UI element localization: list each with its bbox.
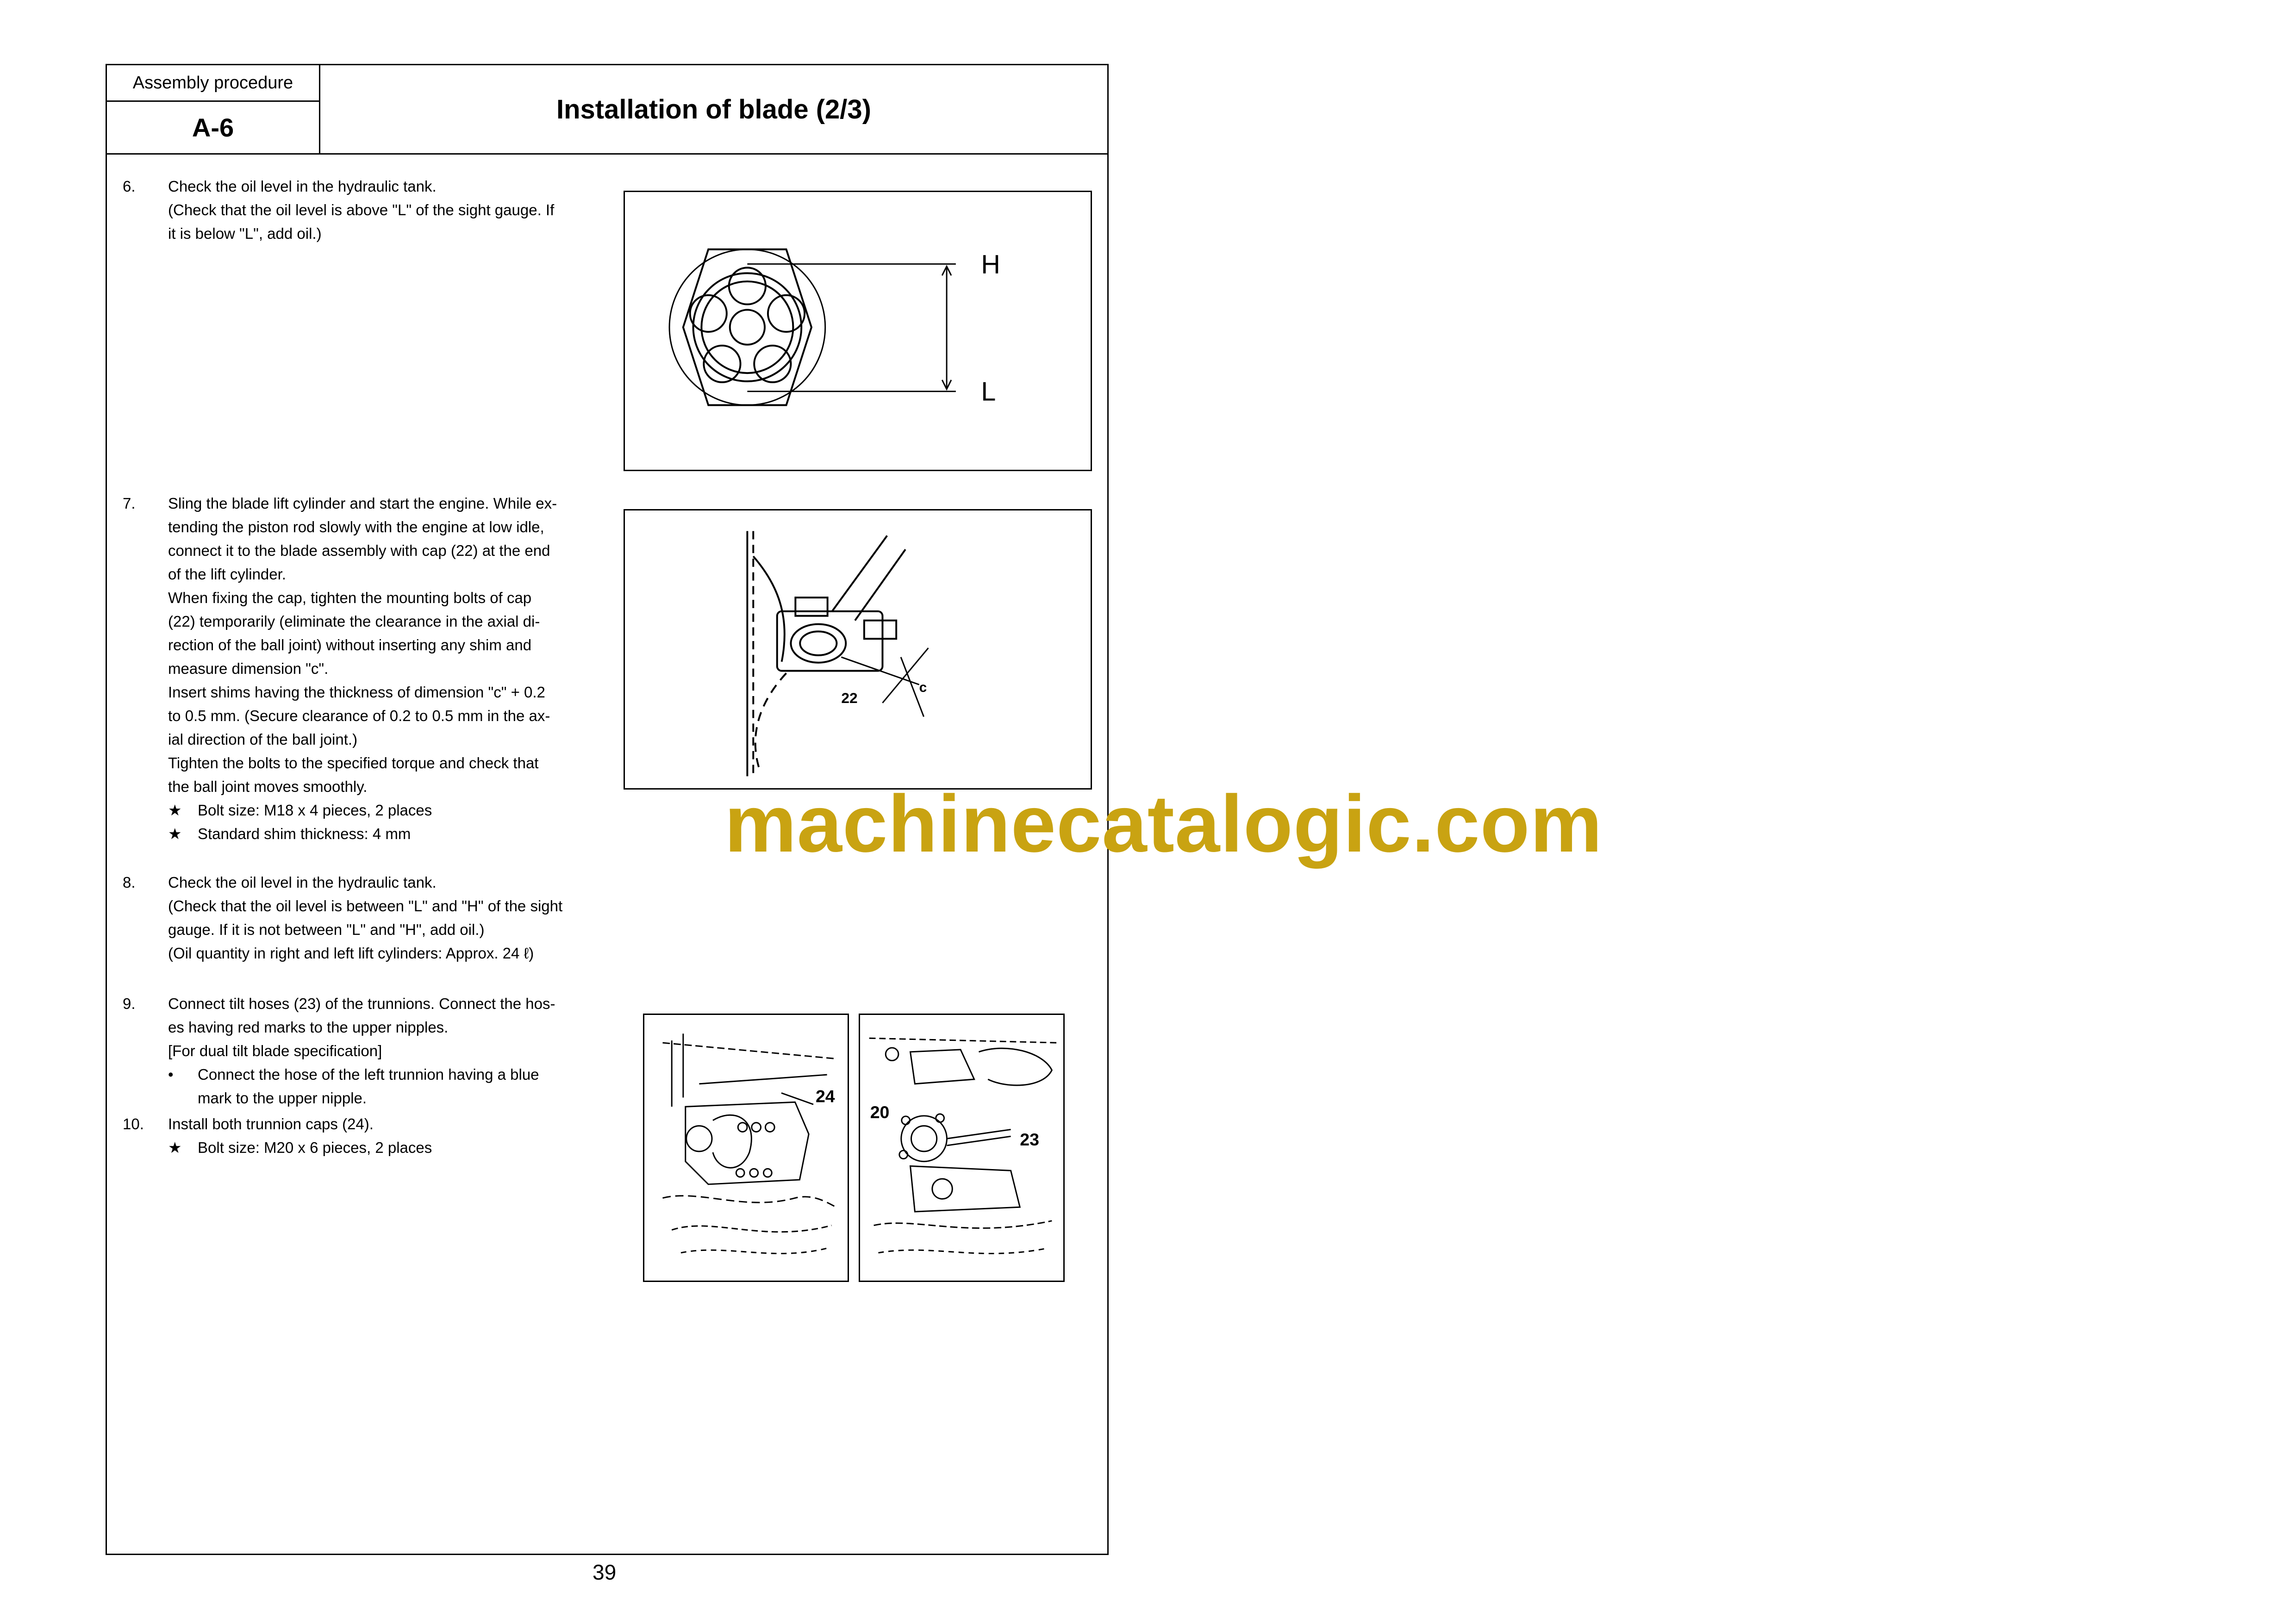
bullet-text: mark to the upper nipple. (198, 1089, 367, 1107)
step-number: 9. (123, 995, 136, 1012)
star-icon: ★ (168, 825, 182, 842)
spec-item (123, 1136, 595, 1159)
section-code: A-6 (192, 112, 234, 142)
trunnion-right-figure (859, 1014, 1065, 1282)
bullet-text: Connect the hose of the left trunnion having a blue (198, 1066, 539, 1083)
step-text: connect it to the blade assembly with cap (22) at the end (168, 542, 550, 559)
trunnion-right-part-b: 23 (1020, 1130, 1039, 1150)
bullet-dot-icon: • (168, 1066, 174, 1083)
header-divider (107, 153, 1107, 155)
step-text: the ball joint moves smoothly. (168, 778, 368, 795)
step-number: 10. (123, 1115, 144, 1132)
spec-text: Bolt size: M18 x 4 pieces, 2 places (198, 802, 432, 819)
step-text: es having red marks to the upper nipples. (168, 1019, 449, 1036)
step-text: When fixing the cap, tighten the mounting bolts of cap (168, 589, 532, 606)
cylinder-dimension-label: c (919, 680, 927, 696)
step-text: it is below "L", add oil.) (168, 225, 322, 242)
spec-text: Bolt size: M20 x 6 pieces, 2 places (198, 1139, 432, 1156)
step-9 (123, 992, 595, 1110)
trunnion-right-drawing (860, 1015, 1063, 1281)
section-label: Assembly procedure (132, 73, 293, 93)
step-number: 8. (123, 874, 136, 891)
step-text: rection of the ball joint) without inserting any shim and (168, 636, 532, 653)
spec-item (123, 822, 595, 846)
step-text: Insert shims having the thickness of dimension "c" + 0.2 (168, 684, 545, 701)
cylinder-part-number: 22 (841, 689, 858, 706)
step-text: (Check that the oil level is between "L" and "H" of the sight (168, 897, 563, 915)
step-text: of the lift cylinder. (168, 566, 286, 583)
step-text: [For dual tilt blade specification] (168, 1042, 382, 1059)
cylinder-cap-drawing (625, 510, 1091, 788)
step-number: 6. (123, 178, 136, 195)
step-text: Tighten the bolts to the specified torque and check that (168, 754, 539, 772)
step-text: Connect tilt hoses (23) of the trunnions. Connect the hos- (168, 995, 555, 1012)
step-text: (22) temporarily (eliminate the clearance in the axial di- (168, 613, 540, 630)
step-text: ial direction of the ball joint.) (168, 731, 358, 748)
gauge-label-h: H (981, 250, 1000, 280)
step-10 (123, 1112, 595, 1159)
page-title: Installation of blade (2/3) (556, 94, 871, 124)
star-icon: ★ (168, 1139, 182, 1156)
page-number: 39 (593, 1560, 617, 1584)
spec-text: Standard shim thickness: 4 mm (198, 825, 411, 842)
step-6 (123, 174, 595, 245)
spec-item (123, 798, 595, 822)
bullet-item (123, 1063, 595, 1086)
step-text: Sling the blade lift cylinder and start the engine. While ex- (168, 495, 557, 512)
sight-gauge-drawing (625, 192, 1091, 470)
step-text: tending the piston rod slowly with the engine at low idle, (168, 518, 544, 535)
step-text: measure dimension "c". (168, 660, 329, 677)
trunnion-left-part-number: 24 (815, 1086, 835, 1106)
step-7 (123, 492, 595, 846)
gauge-label-l: L (981, 377, 996, 407)
trunnion-right-part-a: 20 (870, 1102, 890, 1122)
step-text: Check the oil level in the hydraulic tank. (168, 178, 437, 195)
trunnion-left-figure (643, 1014, 849, 1282)
star-icon: ★ (168, 802, 182, 819)
trunnion-left-drawing (644, 1015, 848, 1281)
step-8 (123, 871, 595, 965)
step-text: (Check that the oil level is above "L" of the sight gauge. If (168, 201, 555, 218)
step-text: Install both trunnion caps (24). (168, 1115, 374, 1132)
step-number: 7. (123, 495, 136, 512)
step-text: (Oil quantity in right and left lift cylinders: Approx. 24 ℓ) (168, 945, 534, 962)
step-text: Check the oil level in the hydraulic tank. (168, 874, 437, 891)
step-text: gauge. If it is not between "L" and "H", add oil.) (168, 921, 485, 938)
cylinder-cap-figure (624, 509, 1092, 790)
sight-gauge-figure (624, 191, 1092, 471)
step-text: to 0.5 mm. (Secure clearance of 0.2 to 0.5 mm in the ax- (168, 707, 550, 724)
watermark: machinecatalogic.com (724, 779, 1603, 869)
